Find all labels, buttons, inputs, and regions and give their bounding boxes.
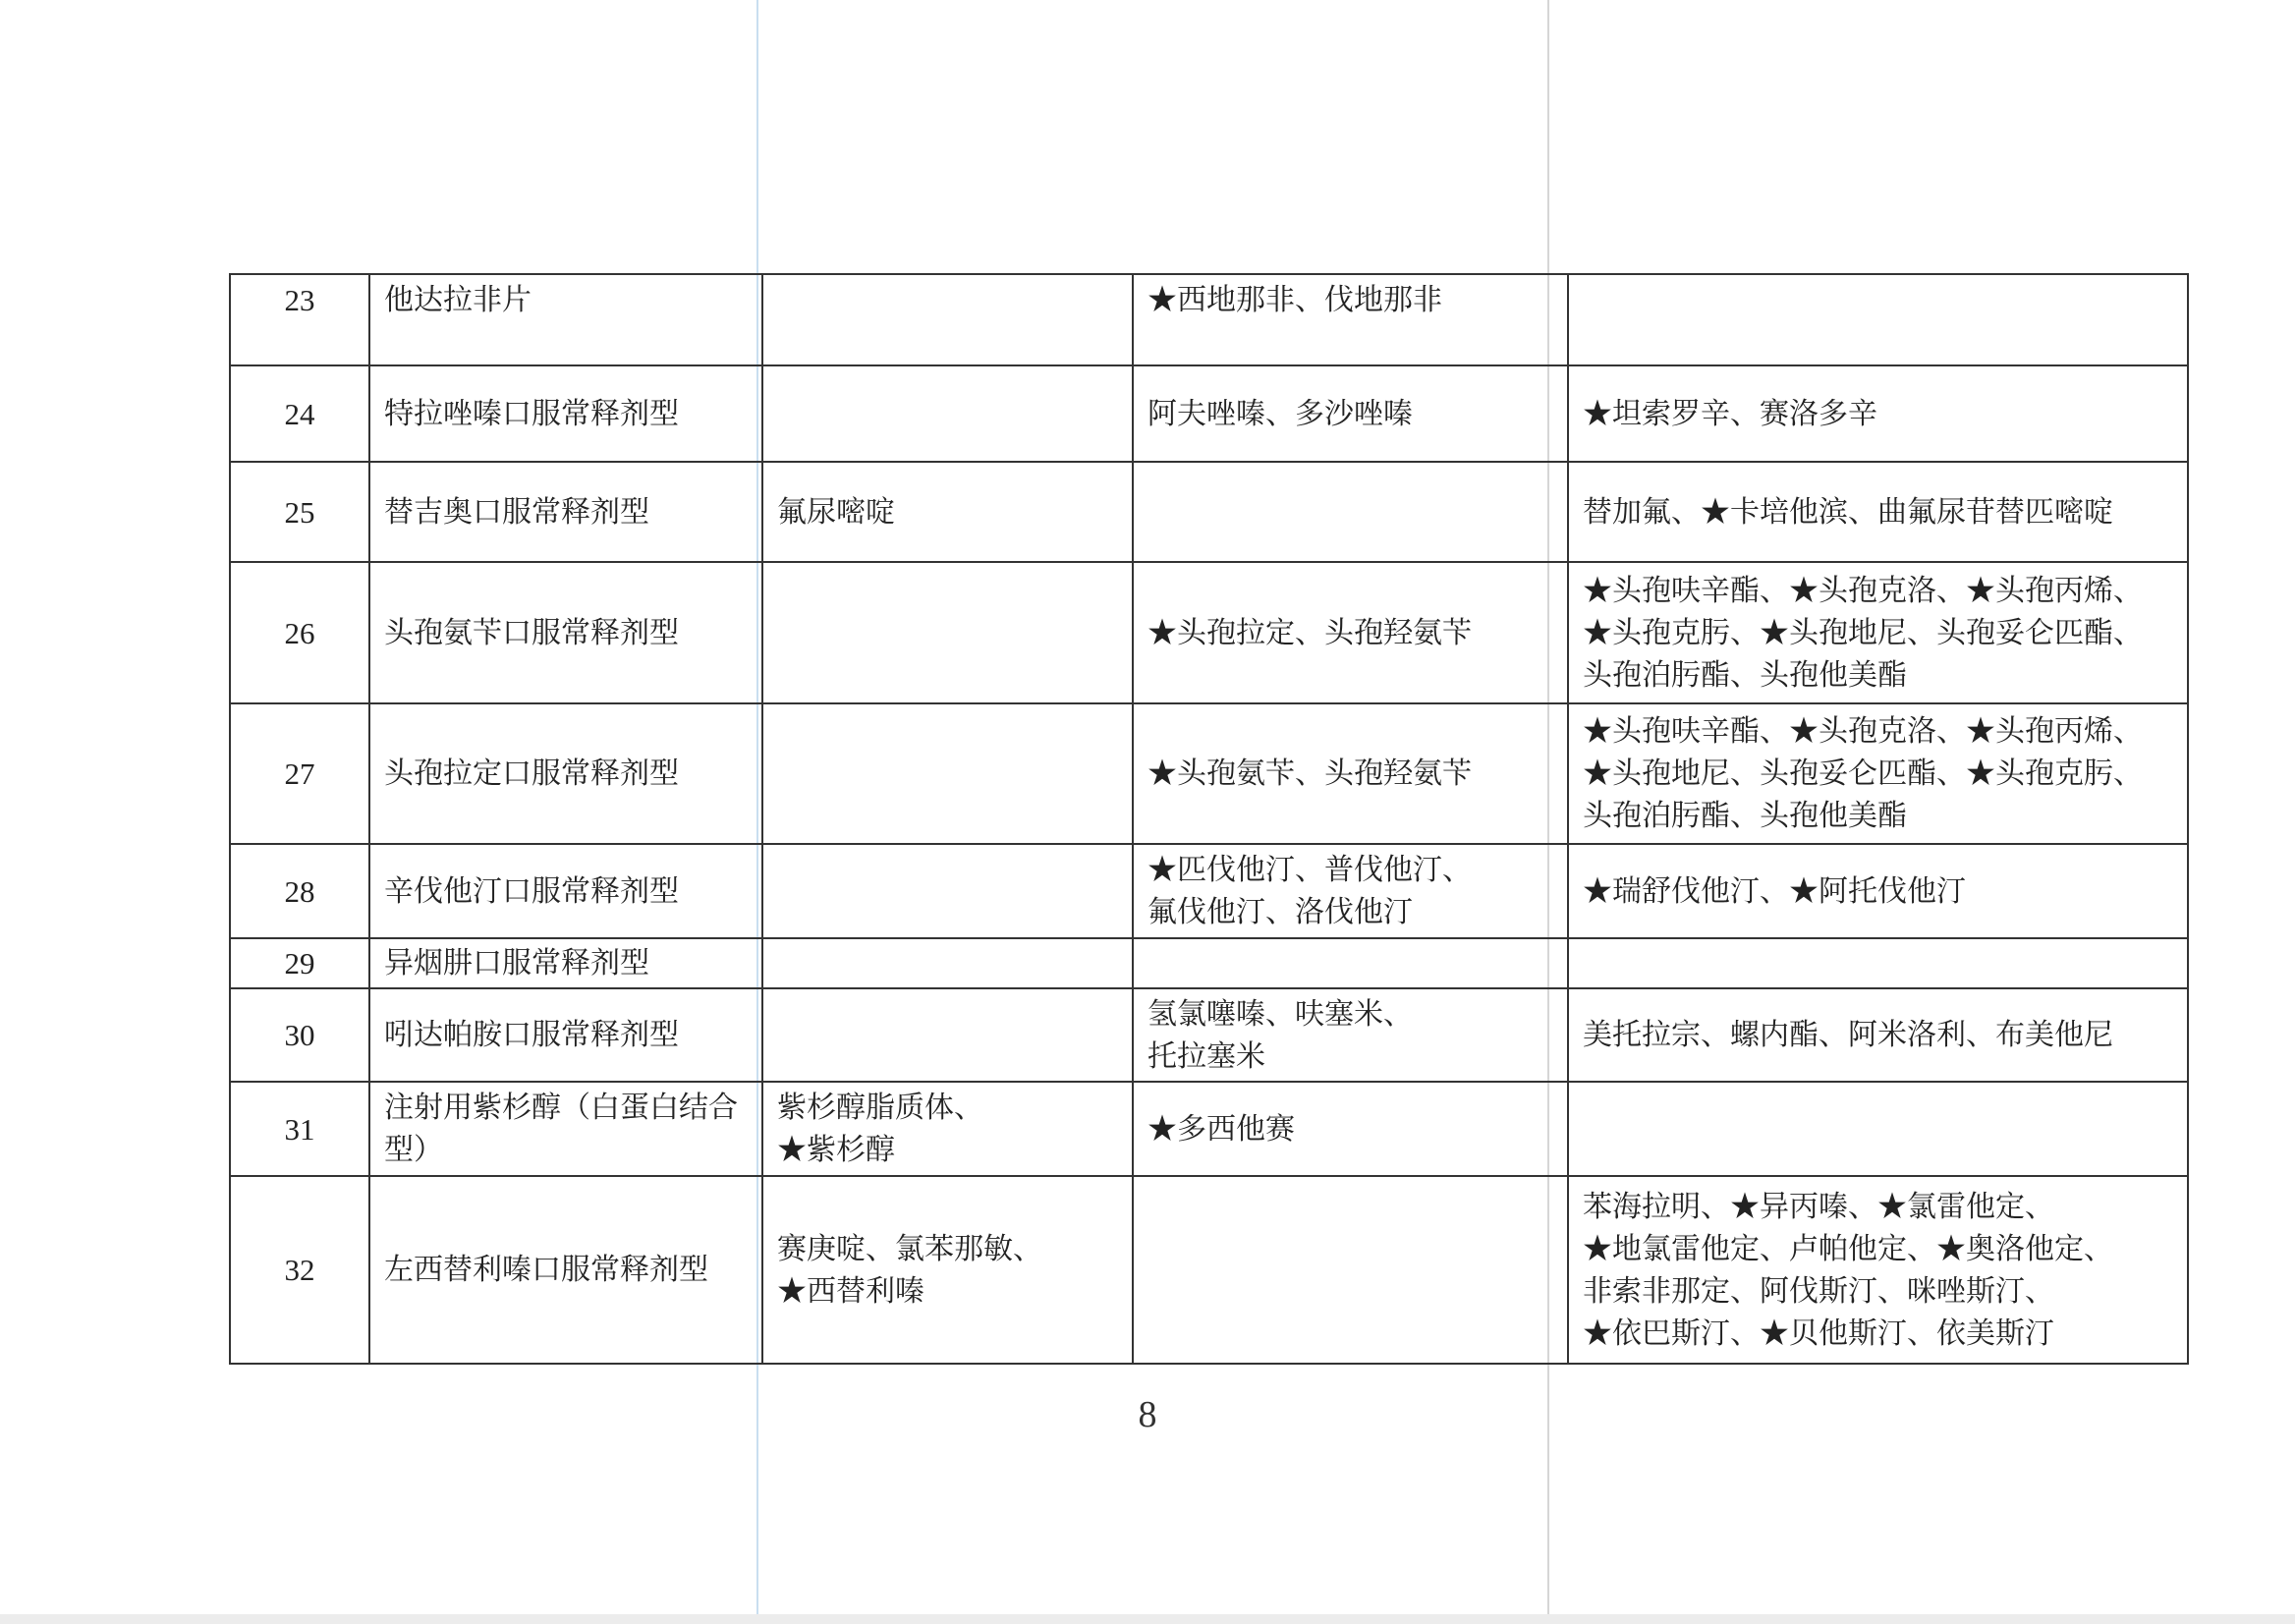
row-number: 31 bbox=[230, 1082, 369, 1176]
drug-name-cell bbox=[369, 1082, 762, 1176]
column-3-cell bbox=[1133, 844, 1568, 938]
cell-text-line: ★头孢地尼、头孢妥仑匹酯、★头孢克肟、 bbox=[1583, 756, 2143, 791]
row-number: 26 bbox=[230, 562, 369, 703]
cell-text-line: ★瑞舒伐他汀、★阿托伐他汀 bbox=[1583, 873, 1966, 909]
column-4-cell bbox=[1568, 703, 2188, 844]
column-2-cell bbox=[762, 703, 1133, 844]
row-number: 27 bbox=[230, 703, 369, 844]
cell-text-line: 左西替利嗪口服常释剂型 bbox=[384, 1253, 708, 1287]
column-3-cell bbox=[1133, 938, 1568, 988]
cell-text-line: 赛庚啶、氯苯那敏、 bbox=[777, 1231, 1042, 1266]
cell-text-line: 阿夫唑嗪、多沙唑嗪 bbox=[1148, 396, 1413, 431]
column-2-cell bbox=[762, 1176, 1133, 1364]
cell-text-line: 紫杉醇脂质体、 bbox=[777, 1091, 983, 1125]
cell-text-line: ★坦索罗辛、赛洛多辛 bbox=[1583, 396, 1877, 431]
cell-text-line: ★紫杉醇 bbox=[777, 1133, 895, 1167]
column-4-cell bbox=[1568, 1082, 2188, 1176]
column-2-cell bbox=[762, 365, 1133, 462]
cell-text-line: 特拉唑嗪口服常释剂型 bbox=[384, 396, 679, 431]
column-4-cell bbox=[1568, 844, 2188, 938]
table-row bbox=[230, 365, 2188, 462]
row-number: 25 bbox=[230, 462, 369, 562]
row-number: 32 bbox=[230, 1176, 369, 1364]
cell-text-line: 非索非那定、阿伐斯汀、咪唑斯汀、 bbox=[1583, 1273, 2054, 1309]
cell-text-line: 苯海拉明、★异丙嗪、★氯雷他定、 bbox=[1583, 1189, 2054, 1224]
drug-name-cell bbox=[369, 988, 762, 1082]
drug-name-cell bbox=[369, 562, 762, 703]
cell-text-line: ★多西他赛 bbox=[1148, 1111, 1295, 1147]
row-number: 29 bbox=[230, 938, 369, 988]
cell-text-line: ★西地那非、伐地那非 bbox=[1148, 283, 1442, 317]
page-number: 8 bbox=[1138, 1394, 1157, 1435]
cell-text-line: ★头孢氨苄、头孢羟氨苄 bbox=[1148, 756, 1472, 791]
drug-name-cell bbox=[369, 703, 762, 844]
drug-substitution-table bbox=[229, 273, 2189, 1365]
table-row bbox=[230, 703, 2188, 844]
cell-text-line: ★头孢克肟、★头孢地尼、头孢妥仑匹酯、 bbox=[1583, 615, 2143, 650]
table-row bbox=[230, 1082, 2188, 1176]
table-row bbox=[230, 844, 2188, 938]
drug-name-cell bbox=[369, 365, 762, 462]
row-number: 30 bbox=[230, 988, 369, 1082]
table-row bbox=[230, 274, 2188, 365]
cell-text-line: 氟尿嘧啶 bbox=[777, 494, 895, 530]
row-number: 24 bbox=[230, 365, 369, 462]
column-4-cell bbox=[1568, 988, 2188, 1082]
cell-text-line: 替吉奥口服常释剂型 bbox=[384, 494, 649, 530]
cell-text-line: 型） bbox=[384, 1133, 443, 1167]
column-2-cell bbox=[762, 988, 1133, 1082]
cell-text-line: 异烟肼口服常释剂型 bbox=[384, 946, 649, 980]
cell-text-line: ★西替利嗪 bbox=[777, 1273, 924, 1309]
table-row bbox=[230, 988, 2188, 1082]
column-4-cell bbox=[1568, 938, 2188, 988]
drug-name-cell bbox=[369, 274, 762, 365]
table-row bbox=[230, 562, 2188, 703]
column-3-cell bbox=[1133, 1082, 1568, 1176]
cell-text-line: 氢氯噻嗪、呋塞米、 bbox=[1148, 996, 1413, 1032]
column-2-cell bbox=[762, 274, 1133, 365]
drug-name-cell bbox=[369, 1176, 762, 1364]
column-3-cell bbox=[1133, 462, 1568, 562]
cell-text-line: ★头孢拉定、头孢羟氨苄 bbox=[1148, 615, 1472, 650]
column-4-cell bbox=[1568, 462, 2188, 562]
cell-text-line: 头孢拉定口服常释剂型 bbox=[384, 756, 679, 791]
cell-text-line: 吲达帕胺口服常释剂型 bbox=[384, 1018, 679, 1052]
column-2-cell bbox=[762, 844, 1133, 938]
row-number: 23 bbox=[230, 274, 369, 365]
cell-text-line: ★头孢呋辛酯、★头孢克洛、★头孢丙烯、 bbox=[1583, 714, 2143, 749]
column-3-cell bbox=[1133, 562, 1568, 703]
cell-text-line: 氟伐他汀、洛伐他汀 bbox=[1148, 895, 1413, 929]
drug-name-cell bbox=[369, 462, 762, 562]
cell-text-line: 注射用紫杉醇（白蛋白结合 bbox=[384, 1091, 738, 1125]
cell-text-line: 托拉塞米 bbox=[1148, 1038, 1265, 1074]
column-2-cell bbox=[762, 1082, 1133, 1176]
column-3-cell bbox=[1133, 703, 1568, 844]
column-4-cell bbox=[1568, 562, 2188, 703]
column-3-cell bbox=[1133, 274, 1568, 365]
column-3-cell bbox=[1133, 1176, 1568, 1364]
table-row bbox=[230, 462, 2188, 562]
cell-text-line: 辛伐他汀口服常释剂型 bbox=[384, 873, 679, 909]
cell-text-line: ★头孢呋辛酯、★头孢克洛、★头孢丙烯、 bbox=[1583, 573, 2143, 608]
column-2-cell bbox=[762, 462, 1133, 562]
column-4-cell bbox=[1568, 1176, 2188, 1364]
drug-name-cell bbox=[369, 844, 762, 938]
cell-text-line: 替加氟、★卡培他滨、曲氟尿苷替匹嘧啶 bbox=[1583, 494, 2113, 530]
column-2-cell bbox=[762, 562, 1133, 703]
table-row bbox=[230, 938, 2188, 988]
cell-text-line: 头孢泊肟酯、头孢他美酯 bbox=[1583, 657, 1907, 693]
row-number: 28 bbox=[230, 844, 369, 938]
cell-text-line: 他达拉非片 bbox=[384, 283, 532, 317]
table-row bbox=[230, 1176, 2188, 1364]
cell-text-line: 头孢氨苄口服常释剂型 bbox=[384, 615, 679, 650]
cell-text-line: 头孢泊肟酯、头孢他美酯 bbox=[1583, 799, 1907, 833]
column-3-cell bbox=[1133, 365, 1568, 462]
column-4-cell bbox=[1568, 365, 2188, 462]
scan-bottom-edge bbox=[0, 1614, 2295, 1624]
cell-text-line: ★地氯雷他定、卢帕他定、★奥洛他定、 bbox=[1583, 1231, 2113, 1266]
column-4-cell bbox=[1568, 274, 2188, 365]
column-2-cell bbox=[762, 938, 1133, 988]
drug-name-cell bbox=[369, 938, 762, 988]
table-body bbox=[230, 274, 2188, 1364]
cell-text-line: 美托拉宗、螺内酯、阿米洛利、布美他尼 bbox=[1583, 1018, 2113, 1052]
cell-text-line: ★匹伐他汀、普伐他汀、 bbox=[1148, 853, 1472, 887]
cell-text-line: ★依巴斯汀、★贝他斯汀、依美斯汀 bbox=[1583, 1316, 2054, 1351]
column-3-cell bbox=[1133, 988, 1568, 1082]
